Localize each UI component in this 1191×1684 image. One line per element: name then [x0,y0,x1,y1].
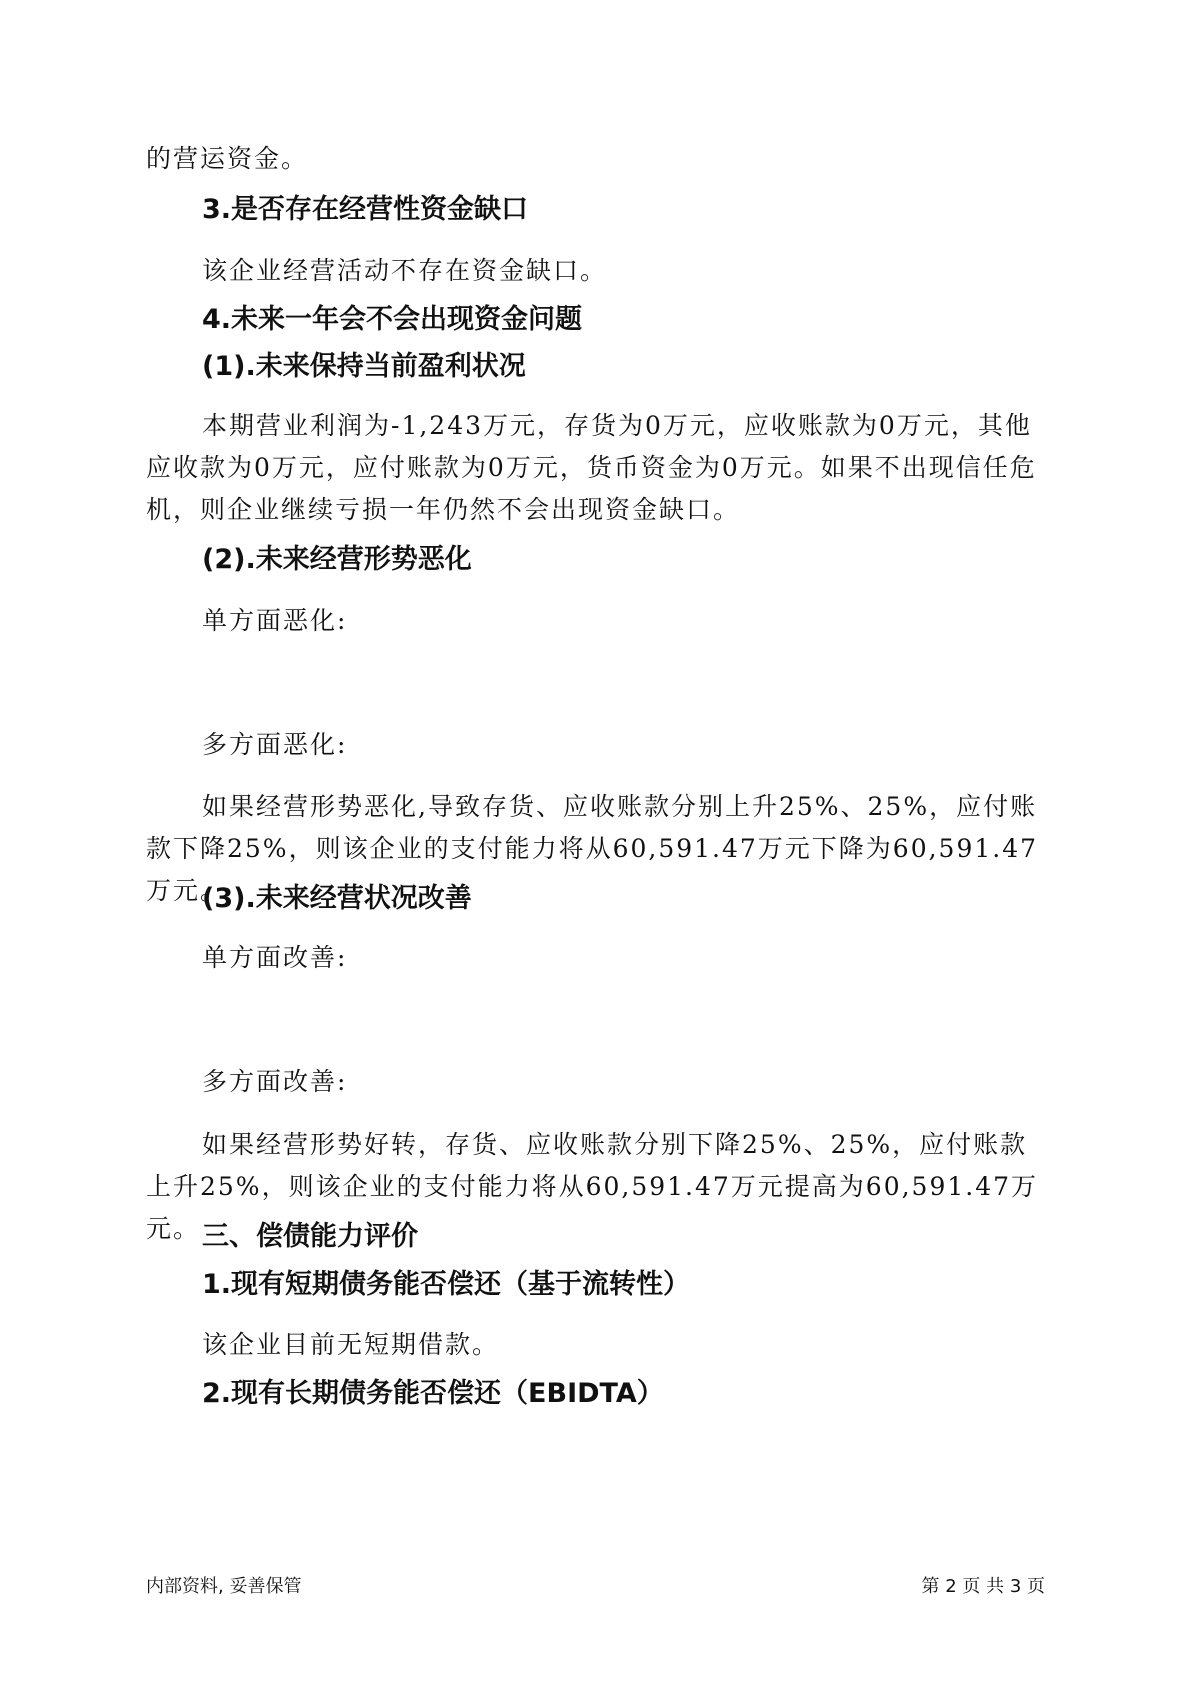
heading-short-term-debt: 1.现有短期债务能否偿还（基于流转性） [202,1269,691,1300]
heading-next-year-funding: 4.未来一年会不会出现资金问题 [202,304,583,335]
heading-long-term-debt: 2.现有长期债务能否偿还（EBIDTA） [202,1378,664,1409]
footer-confidential-note: 内部资料, 妥善保管 [146,1576,302,1597]
heading-keep-current-profit: (1).未来保持当前盈利状况 [202,351,526,382]
label-single-worsen: 单方面恶化: [202,606,348,635]
paragraph-continuation: 的营运资金。 [146,144,309,173]
footer-page-number: 第 2 页 共 3 页 [921,1576,1045,1597]
paragraph-improve-analysis: 如果经营形势好转，存货、应收账款分别下降25%、25%，应付账款上升25%，则该企业的支付能力将从60,591.47万元提高为60,591.47万元。 [146,1130,1039,1243]
label-multi-worsen: 多方面恶化: [202,730,348,759]
heading-solvency-evaluation: 三、偿债能力评价 [202,1221,418,1252]
heading-situation-worsens: (2).未来经营形势恶化 [202,544,472,575]
paragraph-worsen-analysis: 如果经营形势恶化,导致存货、应收账款分别上升25%、25%，应付账款下降25%，则该企业的支付能力将从60,591.47万元下降为60,591.47万元。 [146,792,1039,905]
label-multi-improve: 多方面改善: [202,1067,348,1096]
paragraph-current-profit-analysis: 本期营业利润为-1,243万元，存货为0万元，应收账款为0万元，其他应收款为0万元，应付账款为0万元，货币资金为0万元。如果不出现信任危机，则企业继续亏损一年仍然不会出现资金缺口。 [146,411,1037,524]
heading-operating-funding-gap: 3.是否存在经营性资金缺口 [202,194,529,225]
paragraph-no-gap: 该企业经营活动不存在资金缺口。 [202,256,608,285]
paragraph-no-short-term-loans: 该企业目前无短期借款。 [202,1330,500,1359]
heading-situation-improves: (3).未来经营状况改善 [202,883,472,914]
label-single-improve: 单方面改善: [202,943,348,972]
